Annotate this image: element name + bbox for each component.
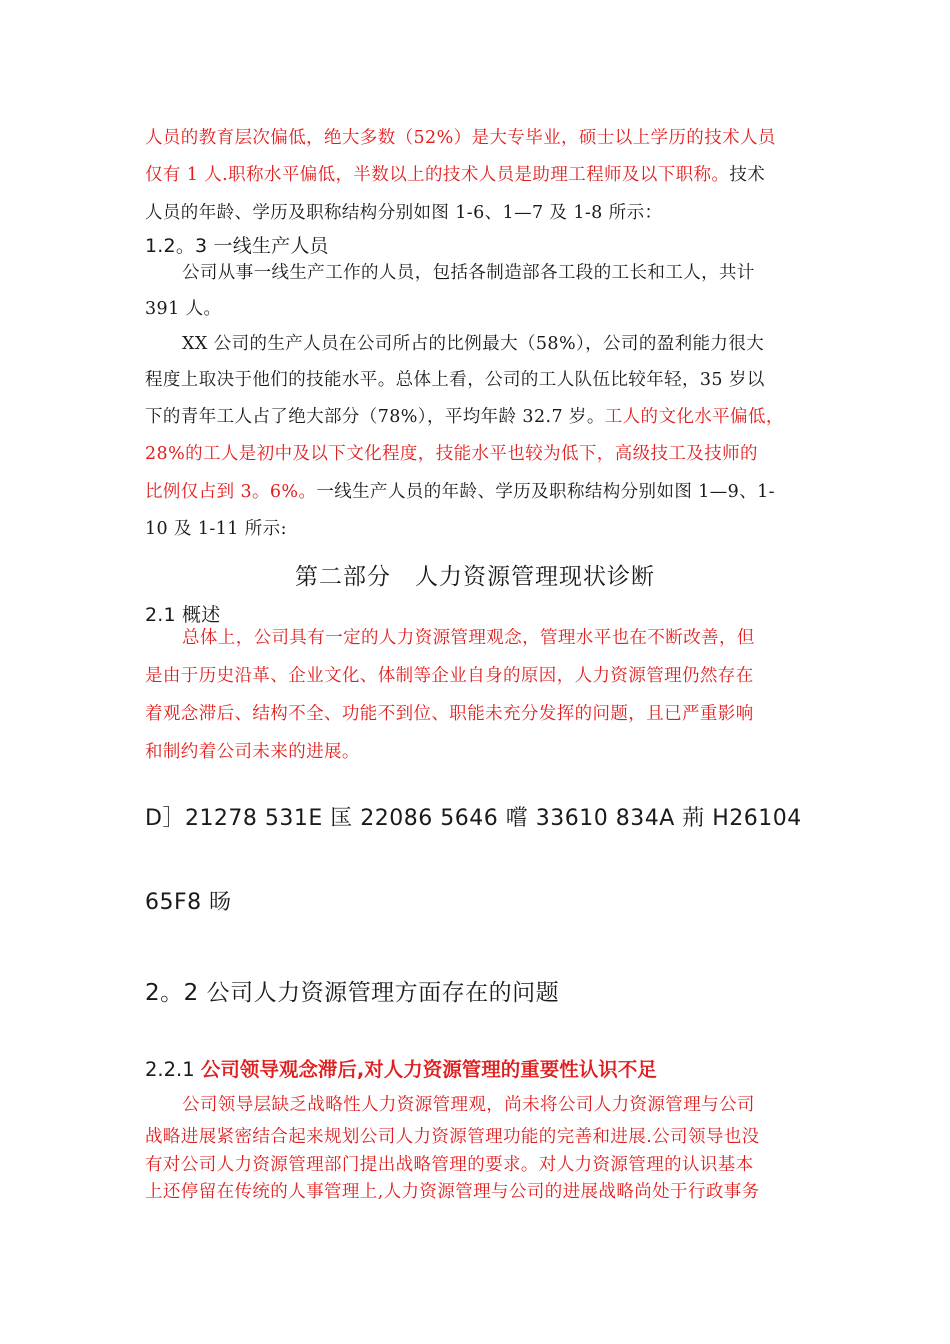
highlighted-text: 比例仅占到 3。6%。 <box>145 482 317 502</box>
body-text: 技术 <box>729 165 766 185</box>
section-heading: 2.1 概述 <box>145 604 221 626</box>
garbled-text-line: 65F8 旸 <box>145 890 232 915</box>
subsection-number: 2.2.1 <box>145 1058 195 1081</box>
paragraph-line: XX 公司的生产人员在公司所占的比例最大（58%），公司的盈利能力很大 <box>182 334 765 354</box>
paragraph-line: 总体上，公司具有一定的人力资源管理观念，管理水平也在不断改善，但 <box>182 628 755 648</box>
paragraph-line: 公司领导层缺乏战略性人力资源管理观，尚未将公司人力资源管理与公司 <box>182 1095 755 1115</box>
subsection-title: 公司领导观念滞后,对人力资源管理的重要性认识不足 <box>200 1058 657 1081</box>
paragraph-line: 着观念滞后、结构不全、功能不到位、职能未充分发挥的问题，且已严重影响 <box>145 704 754 724</box>
paragraph-line: 上还停留在传统的人事管理上,人力资源管理与公司的进展战略尚处于行政事务 <box>145 1182 760 1202</box>
part-title: 第二部分 人力资源管理现状诊断 <box>295 564 655 590</box>
paragraph-line <box>145 163 815 187</box>
paragraph-line: 10 及 1-11 所示: <box>145 519 287 539</box>
section-heading: 1.2。3 一线生产人员 <box>145 235 329 257</box>
paragraph-line: 28%的工人是初中及以下文化程度，技能水平也较为低下，高级技工及技师的 <box>145 444 758 464</box>
paragraph-line: 是由于历史沿革、企业文化、体制等企业自身的原因，人力资源管理仍然存在 <box>145 666 754 686</box>
body-text: 一线生产人员的年龄、学历及职称结构分别如图 1—9、1- <box>316 482 775 502</box>
paragraph-line: 战略进展紧密结合起来规划公司人力资源管理功能的完善和进展.公司领导也没 <box>145 1127 760 1147</box>
paragraph-line: 和制约着公司未来的进展。 <box>145 742 360 762</box>
paragraph-line: 人员的教育层次偏低，绝大多数（52%）是大专毕业，硕士以上学历的技术人员 <box>145 128 776 148</box>
paragraph-line: 391 人。 <box>145 299 222 319</box>
paragraph-line: 公司从事一线生产工作的人员，包括各制造部各工段的工长和工人，共计 <box>182 263 755 283</box>
paragraph-line <box>145 405 815 429</box>
body-text: 下的青年工人占了绝大部分（78%），平均年龄 32.7 岁。 <box>145 407 605 427</box>
paragraph-line: 程度上取决于他们的技能水平。总体上看，公司的工人队伍比较年轻，35 岁以 <box>145 370 765 390</box>
highlighted-text: 仅有 1 人.职称水平偏低，半数以上的技术人员是助理工程师及以下职称。 <box>145 165 730 185</box>
garbled-text-line: D］21278 531E 匤 22086 5646 嚐 33610 834A 荊 H26104 <box>145 806 802 831</box>
subsection-heading <box>145 1057 657 1083</box>
section-heading: 2。2 公司人力资源管理方面存在的问题 <box>145 980 560 1006</box>
paragraph-line <box>145 480 815 504</box>
paragraph-line: 人员的年龄、学历及职称结构分别如图 1-6、1—7 及 1-8 所示： <box>145 203 663 223</box>
paragraph-line: 有对公司人力资源管理部门提出战略管理的要求。对人力资源管理的认识基本 <box>145 1155 754 1175</box>
highlighted-text: 工人的文化水平偏低， <box>604 407 784 427</box>
